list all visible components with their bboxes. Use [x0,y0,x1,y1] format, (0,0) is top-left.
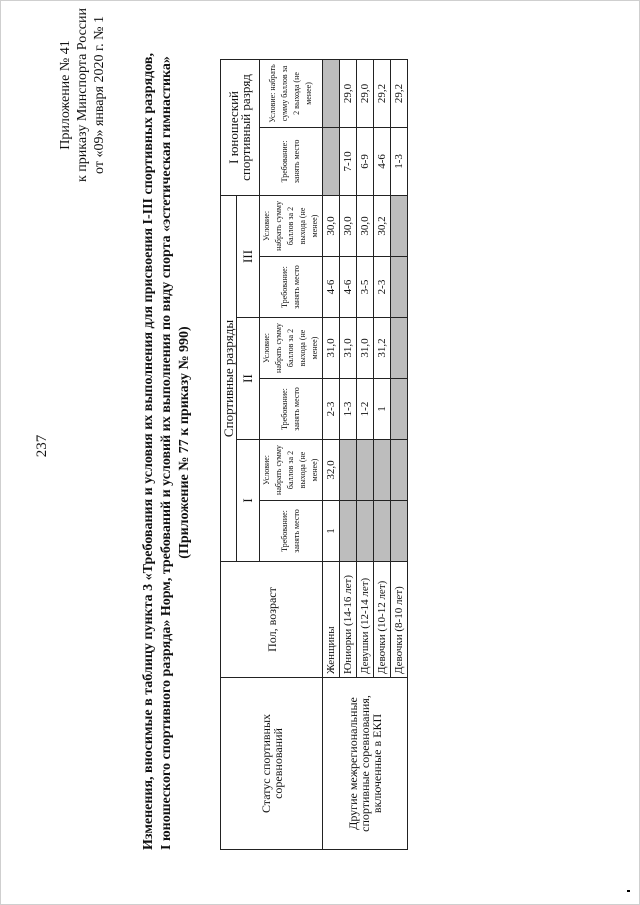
rank1-requirement [340,501,357,562]
rank3-requirement: 4-6 [323,257,340,318]
junior-condition: 29,2 [374,59,391,127]
rank3-condition [391,195,408,256]
appendix-line: к приказу Минспорта России [75,8,90,182]
appendix-line: Приложение № 41 [58,40,73,150]
rank3-condition: 30,2 [374,195,391,256]
junior-condition: 29,0 [357,59,374,127]
competition-status: Другие межрегиональные спортивные соревнования, включенные в ЕКП [323,678,408,850]
header-condition: Условие: набрать сумму баллов за 2 выхода (не менее) [260,59,323,127]
rank2-condition: 31,0 [357,318,374,379]
rank1-condition [391,440,408,501]
rank2-condition: 31,2 [374,318,391,379]
junior-condition [323,59,340,127]
row-label: Девочки (10-12 лет) [374,562,391,678]
requirements-table [220,59,408,850]
title-line: I юношеского спортивного разряда» Норм, требований и условий их выполнения по виду спорта «эстетическая гимнастика» [159,56,174,850]
rank3-condition: 30,0 [340,195,357,256]
rank1-requirement [374,501,391,562]
row-label: Женщины [323,562,340,678]
junior-condition: 29,0 [340,59,357,127]
junior-requirement: 6-9 [357,127,374,195]
rank1-condition: 32,0 [323,440,340,501]
rank2-requirement: 1-3 [340,379,357,440]
document-title [140,35,194,850]
title-line: Изменения, вносимые в таблицу пункта 3 «Требования и условия их выполнения для присвоения I-III спортивных разрядов, [141,53,156,850]
rank3-requirement: 2-3 [374,257,391,318]
header-condition: Условие: набрать сумму баллов за 2 выхода (не менее) [260,440,323,501]
rank3-requirement [391,257,408,318]
junior-requirement: 4-6 [374,127,391,195]
rank3-condition: 30,0 [323,195,340,256]
rank3-requirement: 3-5 [357,257,374,318]
rank2-requirement: 2-3 [323,379,340,440]
header-requirement: Требование: занять место [260,379,323,440]
rank1-condition [374,440,391,501]
header-condition: Условие: набрать сумму баллов за 2 выхода (не менее) [260,318,323,379]
header-rank-3: III [237,195,260,317]
row-label: Юниорки (14-16 лет) [340,562,357,678]
rank2-requirement: 1 [374,379,391,440]
header-junior-rank: I юношеский спортивный разряд [221,59,260,195]
junior-requirement: 1-3 [391,127,408,195]
header-requirement: Требование: занять место [260,501,323,562]
row-label: Девушки (12-14 лет) [357,562,374,678]
rank3-requirement: 4-6 [340,257,357,318]
rank2-condition: 31,0 [340,318,357,379]
header-rank-1: I [237,440,260,562]
rank3-condition: 30,0 [357,195,374,256]
header-requirement: Требование: занять место [260,127,323,195]
appendix-line: от «09» января 2020 г. № 1 [92,16,107,174]
junior-condition: 29,2 [391,59,408,127]
rank2-condition: 31,0 [323,318,340,379]
rank1-condition [357,440,374,501]
table-row [323,59,340,849]
rank1-condition [340,440,357,501]
junior-requirement [323,127,340,195]
rank1-requirement: 1 [323,501,340,562]
header-sex-age: Пол, возраст [221,562,323,678]
junior-requirement: 7-10 [340,127,357,195]
header-sport-ranks: Спортивные разряды [221,195,237,561]
header-rank-2: II [237,318,260,440]
page-number: 237 [34,434,50,458]
title-line: (Приложение № 77 к приказу № 990) [177,326,192,559]
rank2-requirement: 1-2 [357,379,374,440]
rank2-condition [391,318,408,379]
rank2-requirement [391,379,408,440]
rank1-requirement [391,501,408,562]
header-requirement: Требование: занять место [260,257,323,318]
header-status: Статус спортивных соревнований [221,678,323,850]
rank1-requirement [357,501,374,562]
row-label: Девочки (8-10 лет) [391,562,408,678]
appendix-block [57,0,108,215]
header-condition: Условие: набрать сумму баллов за 2 выхода (не менее) [260,195,323,256]
